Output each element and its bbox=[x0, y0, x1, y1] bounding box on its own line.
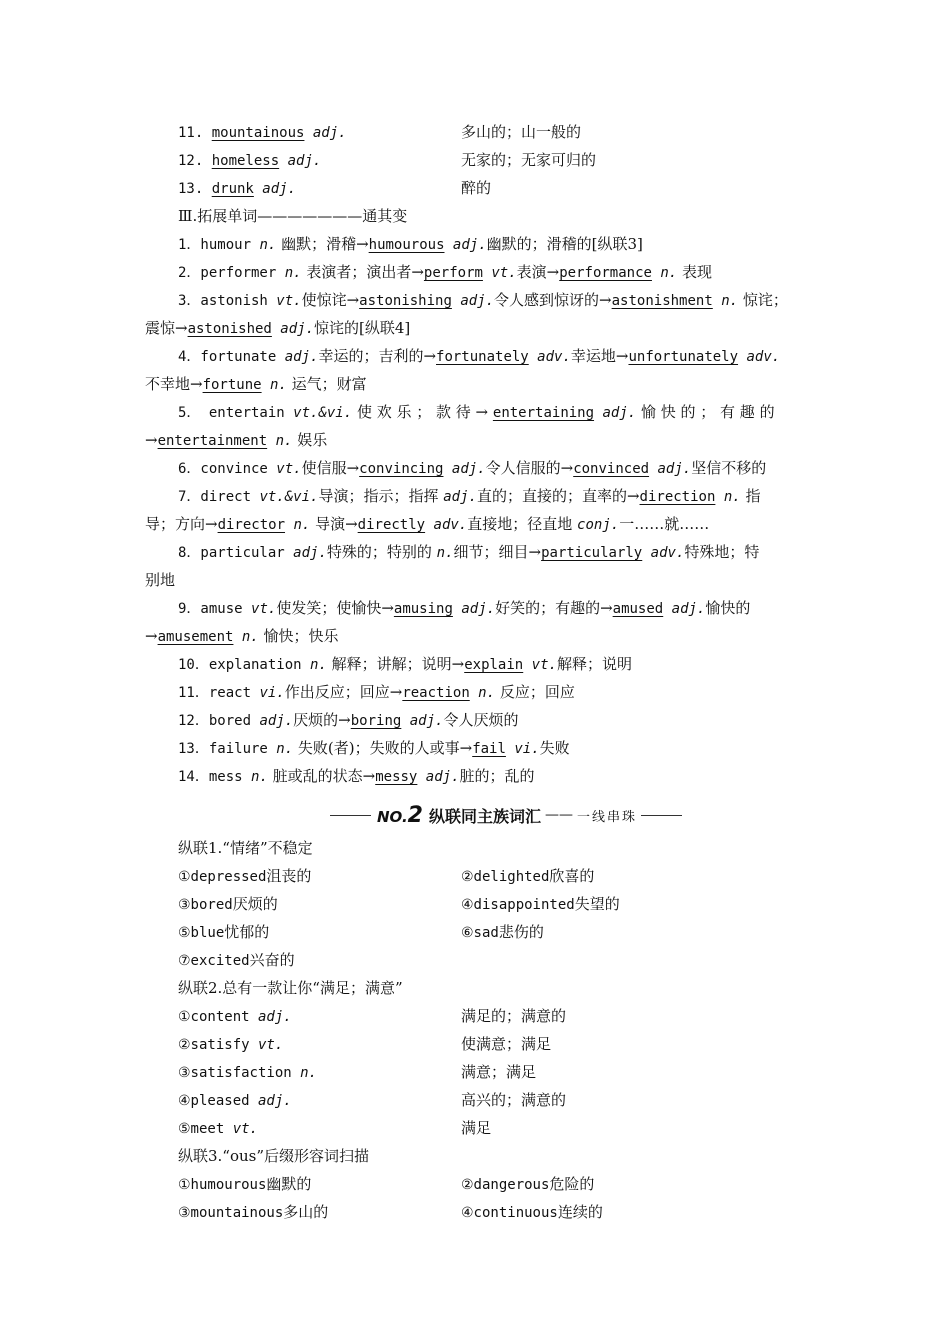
expand-line: 7．direct vt.&vi.导演；指示；指挥 adj.直的；直接的；直率的→direction n. 指 bbox=[178, 487, 761, 505]
section-heading: 纵联同主族词汇 bbox=[428, 806, 541, 826]
item-number: 12. bbox=[178, 153, 212, 169]
word-meaning-row: ①content adj. 满足的；满意的 bbox=[178, 1007, 567, 1025]
vocab-meaning: 醉的 bbox=[461, 179, 492, 197]
expand-line: 13．failure n. 失败(者)；失败的人或事→fail vi.失败 bbox=[178, 739, 570, 757]
word-pair-row: ⑦excited兴奋的 bbox=[178, 951, 295, 969]
word-pair-row: ③bored厌烦的 ④disappointed失望的 bbox=[178, 895, 620, 913]
item-number: 13. bbox=[178, 181, 212, 197]
group-title: 纵联3.“ous”后缀形容词扫描 bbox=[178, 1147, 370, 1165]
vocab-row bbox=[145, 174, 840, 202]
vocab-word: homeless bbox=[211, 153, 280, 169]
expand-line: 2．performer n. 表演者；演出者→perform vt.表演→performance n. 表现 bbox=[178, 263, 713, 281]
vocab-word: mountainous bbox=[211, 125, 305, 141]
expand-line: 4．fortunate adj.幸运的；吉利的→fortunately adv.幸运地→unfortunately adv. bbox=[178, 347, 781, 365]
word-pair-row: ③mountainous多山的 ④continuous连续的 bbox=[178, 1203, 603, 1221]
expand-line: 6．convince vt.使信服→convincing adj.令人信服的→convinced adj.坚信不移的 bbox=[178, 459, 767, 477]
part-of-speech: adj. bbox=[253, 181, 297, 197]
vocab-meaning: 无家的；无家可归的 bbox=[461, 151, 597, 169]
item-number: 11. bbox=[178, 125, 212, 141]
expand-line: 别地 bbox=[145, 571, 176, 589]
expand-line: 11．react vi.作出反应；回应→reaction n. 反应；回应 bbox=[178, 683, 575, 701]
vocab-word: drunk bbox=[211, 181, 254, 197]
divider bbox=[641, 815, 682, 816]
expand-line: →entertainment n. 娱乐 bbox=[145, 431, 328, 449]
expand-line: 9．amuse vt.使发笑；使愉快→amusing adj.好笑的；有趣的→amused adj.愉快的 bbox=[178, 599, 751, 617]
word-pair-row: ⑤blue忧郁的 ⑥sad悲伤的 bbox=[178, 923, 544, 941]
word-meaning-row: ⑤meet vt. 满足 bbox=[178, 1119, 492, 1137]
section-number: NO.2 bbox=[376, 802, 423, 828]
expand-line: 导；方向→director n. 导演→directly adv.直接地；径直地 conj.一……就…… bbox=[145, 515, 710, 533]
word-meaning-row: ②satisfy vt. 使满意；满足 bbox=[178, 1035, 552, 1053]
word-meaning-row: ④pleased adj. 高兴的；满意的 bbox=[178, 1091, 567, 1109]
part-of-speech: adj. bbox=[279, 153, 322, 169]
vocab-row bbox=[145, 146, 840, 174]
expand-line: 不幸地→fortune n. 运气；财富 bbox=[145, 375, 367, 393]
expand-line: 8．particular adj.特殊的；特别的 n.细节；细目→particularly adv.特殊地；特 bbox=[178, 543, 760, 561]
expand-line: 震惊→astonished adj.惊诧的[纵联4] bbox=[145, 319, 411, 337]
expand-line: 14．mess n. 脏或乱的状态→messy adj.脏的；乱的 bbox=[178, 767, 535, 785]
vocab-meaning: 多山的；山一般的 bbox=[461, 123, 582, 141]
expand-line: 5． entertain vt.&vi. 使 欢 乐 ； 款 待 → entertaining adj. 愉 快 的 ； 有 趣 的 bbox=[178, 403, 775, 421]
word-pair-row: ①depressed沮丧的 ②delighted欣喜的 bbox=[178, 867, 595, 885]
section-header bbox=[330, 800, 682, 830]
section-subtitle: 一线串珠 bbox=[577, 809, 638, 825]
expand-line: 10．explanation n. 解释；讲解；说明→explain vt.解释；说明 bbox=[178, 655, 632, 673]
divider bbox=[330, 815, 371, 816]
group-title: 纵联2.总有一款让你“满足；满意” bbox=[178, 979, 403, 997]
expand-line: 1．humour n. 幽默；滑稽→humourous adj.幽默的；滑稽的[纵联3] bbox=[178, 235, 643, 253]
expand-line: 3．astonish vt.使惊诧→astonishing adj.令人感到惊讶的→astonishment n. 惊诧； bbox=[178, 291, 788, 309]
word-meaning-row: ③satisfaction n. 满意；满足 bbox=[178, 1063, 537, 1081]
vocab-row bbox=[145, 118, 840, 146]
section-dash: —— bbox=[545, 807, 573, 823]
expand-line: →amusement n. 愉快；快乐 bbox=[145, 627, 339, 645]
word-pair-row: ①humourous幽默的 ②dangerous危险的 bbox=[178, 1175, 595, 1193]
expand-line: 12．bored adj.厌烦的→boring adj.令人厌烦的 bbox=[178, 711, 519, 729]
section-title: Ⅲ.拓展单词———————通其变 bbox=[178, 207, 408, 225]
part-of-speech: adj. bbox=[304, 125, 347, 141]
group-title: 纵联1.“情绪”不稳定 bbox=[178, 839, 313, 857]
